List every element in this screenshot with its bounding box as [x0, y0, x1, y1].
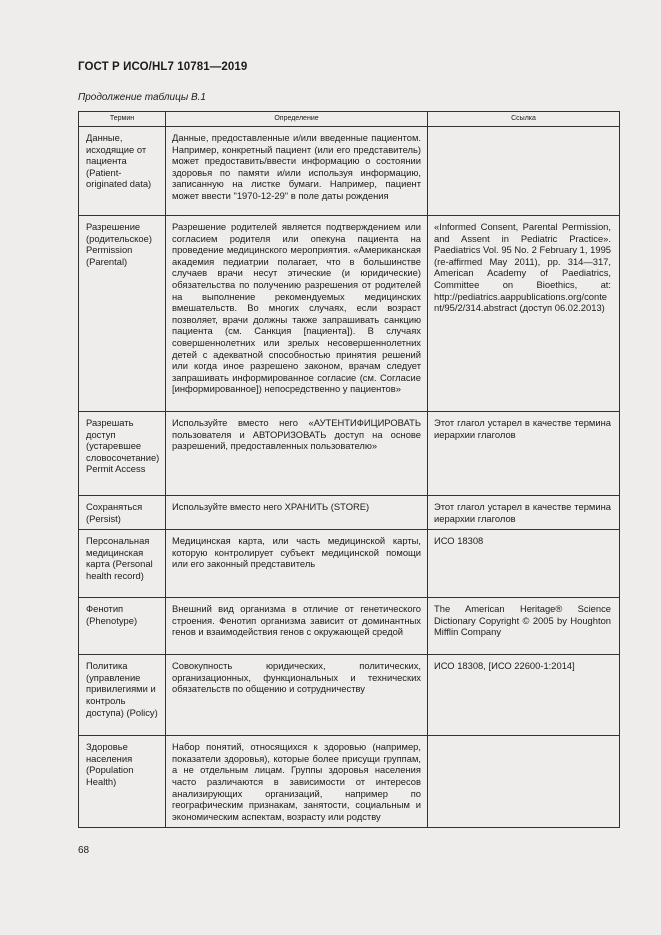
table-row: [79, 127, 620, 216]
cell-term: Персональная медицинская карта (Personal health record): [79, 530, 166, 598]
table-row: [79, 655, 620, 736]
cell-definition: Совокупность юридических, политических, организационных, функциональных и технических обязательств по общению и сотрудничеству: [166, 655, 428, 736]
standard-title: ГОСТ Р ИСО/HL7 10781—2019: [78, 61, 248, 73]
table-row: [79, 216, 620, 412]
cell-reference: [428, 736, 620, 828]
table-row: [79, 530, 620, 598]
cell-definition: Медицинская карта, или часть медицинской карты, которую контролирует субъект медицинской помощи или его законный представитель: [166, 530, 428, 598]
table-row: [79, 736, 620, 828]
table-row: [79, 598, 620, 655]
header-term: Термин: [79, 112, 166, 127]
cell-term: Сохраняться (Persist): [79, 496, 166, 530]
cell-term: Разрешение (родительское) Permission (Parental): [79, 216, 166, 412]
cell-term: Здоровье населения (Population Health): [79, 736, 166, 828]
table-header-row: [79, 112, 620, 127]
cell-reference: Этот глагол устарел в качестве термина иерархии глаголов: [428, 412, 620, 496]
page-number: 68: [78, 845, 90, 856]
cell-term: Данные, исходящие от пациента (Patient-originated data): [79, 127, 166, 216]
terms-table: [78, 111, 620, 828]
cell-definition: Разрешение родителей является подтверждением или согласием родителя или опекуна пациента на проведение медицинского мероприятия. «Американская академия педиатрии полагает, что в большинстве случаев врачи несут этические (и юридические) обязательства по получению разрешения от родителей на выполнение рекомендуемых медицинских вмешательств. Во многих случаях, если возраст позволяет, врачи должны также запрашивать санкцию пациента (см. Санкция [пациента]). В случаях совершеннолетних или зрелых несовершеннолетних детей с адекватной способностью принятия решений или когда иное разрешено законом, врачам следует запрашивать информированное согласие (см. Согласие [информированное]) непосредственно у пациентов»: [166, 216, 428, 412]
cell-reference: «Informed Consent, Parental Permission, and Assent in Pediatric Practice». Paediatrics Vol. 95 No. 2 February 1, 1995 (re-affirmed May 2011), pp. 314—317, American Academy of Paediatrics, Committee on Bioethics, at: http://pediatrics.aappublications.org/content/95/2/314.abstract (доступ 06.02.2013): [428, 216, 620, 412]
header-definition: Определение: [166, 112, 428, 127]
cell-reference: Этот глагол устарел в качестве термина иерархии глаголов: [428, 496, 620, 530]
cell-definition: Данные, предоставленные и/или введенные пациентом. Например, конкретный пациент (или его представитель) может предоставить/ввести информацию о состоянии здоровья по памяти и/или используя информацию, записанную на листке бумаги. Например, пациент может ввести "1970-12-29" в поле даты рождения: [166, 127, 428, 216]
cell-definition: Используйте вместо него ХРАНИТЬ (STORE): [166, 496, 428, 530]
cell-definition: Используйте вместо него «АУТЕНТИФИЦИРОВАТЬ пользователя и АВТОРИЗОВАТЬ доступ на основе разрешений, предоставленных пользователю»: [166, 412, 428, 496]
cell-reference: [428, 127, 620, 216]
header-reference: Ссылка: [428, 112, 620, 127]
cell-reference: The American Heritage® Science Dictionary Copyright © 2005 by Houghton Mifflin Company: [428, 598, 620, 655]
cell-definition: Внешний вид организма в отличие от генетического строения. Фенотип организма зависит от доминантных генов и взаимодействия генов с окружающей средой: [166, 598, 428, 655]
cell-term: Политика (управление привилегиями и контроль доступа) (Policy): [79, 655, 166, 736]
table-row: [79, 412, 620, 496]
cell-reference: ИСО 18308: [428, 530, 620, 598]
cell-reference: ИСО 18308, [ИСО 22600-1:2014]: [428, 655, 620, 736]
table-row: [79, 496, 620, 530]
cell-term: Разрешать доступ (устаревшее словосочетание) Permit Access: [79, 412, 166, 496]
table-caption: Продолжение таблицы В.1: [78, 92, 206, 103]
cell-definition: Набор понятий, относящихся к здоровью (например, показатели здоровья), которые более присущи группам, а не отдельным лицам. Группы здоровья населения часто различаются в зависимости от интересов анализирующих организаций, например по географическим признакам, занятости, социальным и экономическим аспектам, возрасту или родству: [166, 736, 428, 828]
cell-term: Фенотип (Phenotype): [79, 598, 166, 655]
